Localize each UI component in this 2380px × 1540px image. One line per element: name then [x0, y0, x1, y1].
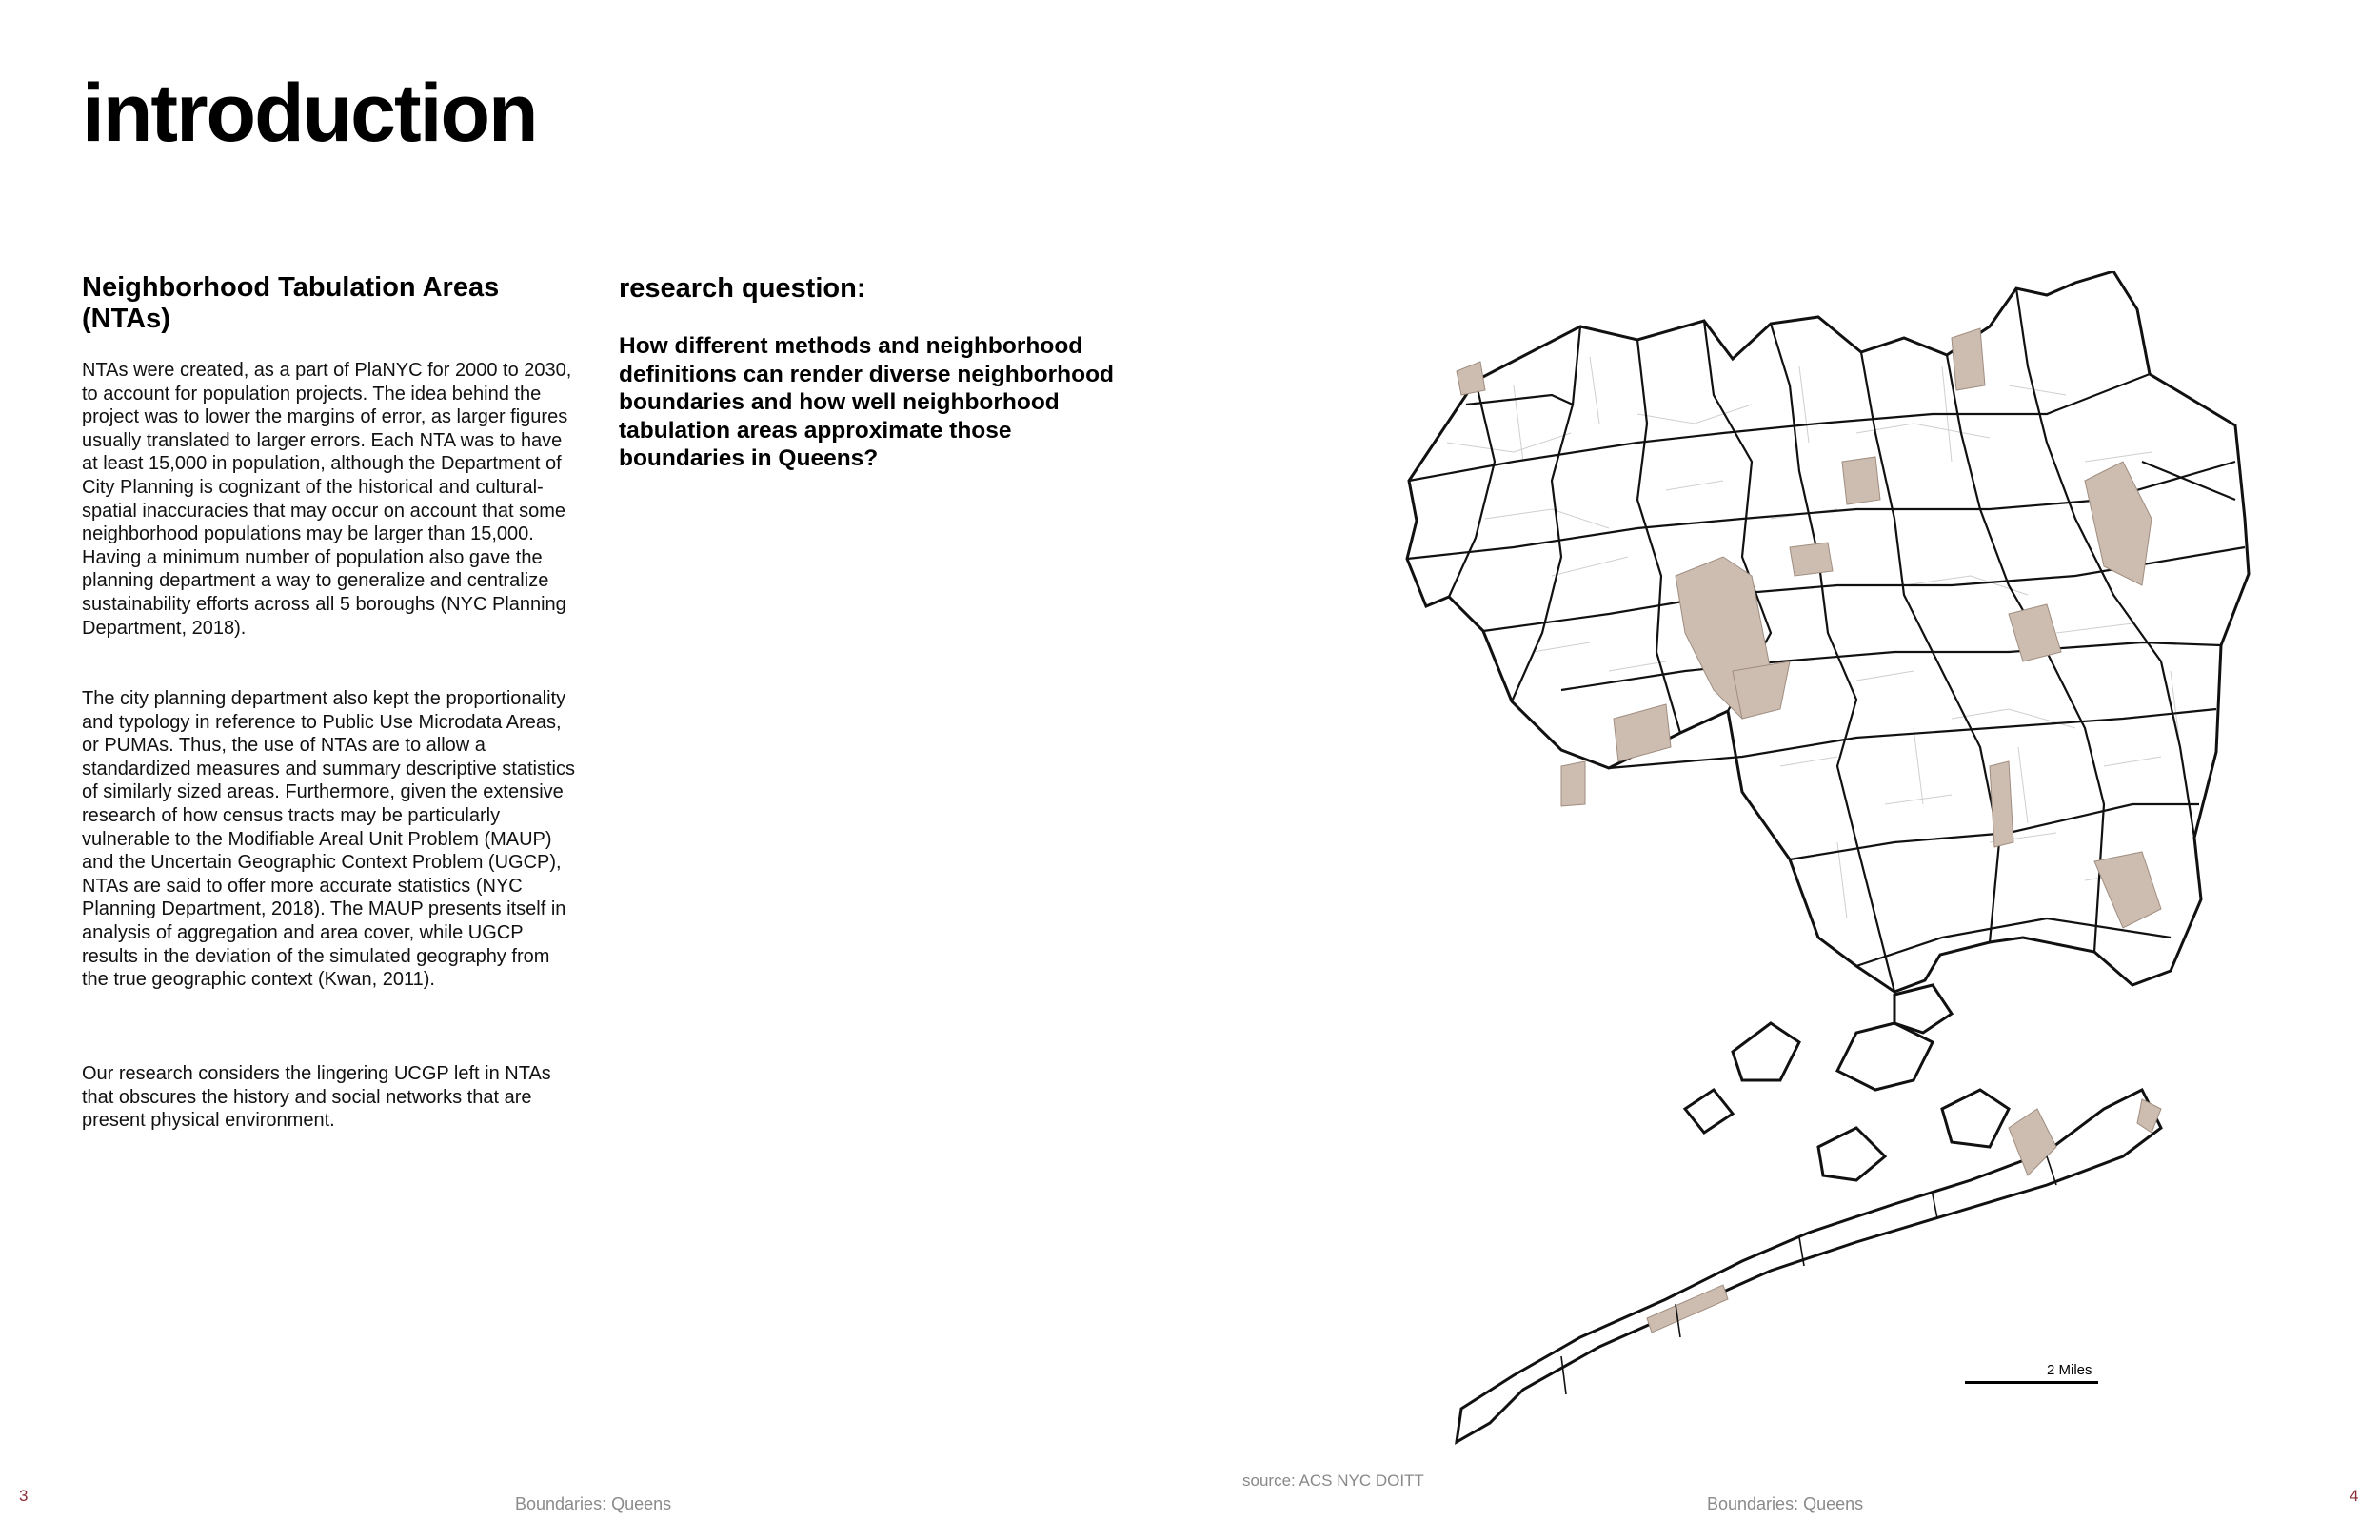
map-scale-bar — [1965, 1381, 2098, 1384]
research-question-label: research question: — [619, 273, 866, 304]
paragraph-ntas-pumas: The city planning department also kept the proportionality and typology in reference to Public Use Microdata Areas, or PUMAs. Thus, the use of NTAs are to allow a standardized measures and summary descriptive statistics of similarly sized areas. Furthermore, given the extensive research of how census tracts may be particularly vulnerable to the Modifiable Areal Unit Problem (MAUP) and the Uncertain Geographic Context Problem (UGCP), NTAs are said to offer more accurate statistics (NYC Planning Department, 2018). The MAUP presents itself in analysis of aggregation and area cover, while UGCP results in the deviation of the simulated geography from the true geographic context (Kwan, 2011). — [82, 688, 575, 991]
paragraph-ntas-origin: NTAs were created, as a part of PlaNYC for 2000 to 2030, to account for population projects. The idea behind the project was to lower the margins of error, as larger figures usually translated to larger errors. Each NTA was to have at least 15,000 in population, although the Department of City Planning is cognizant of the historical and cultural-spatial inaccuracies that may occur on account that some neighborhood populations may be larger than 15,000. Having a minimum number of population also gave the planning department a way to generalize and centralize sustainability efforts across all 5 boroughs (NYC Planning Department, 2018). — [82, 360, 572, 639]
page-number-right: 4 — [2350, 1487, 2359, 1505]
source-caption: source: ACS NYC DOITT — [1242, 1471, 1424, 1490]
footer-caption-left: Boundaries: Queens — [515, 1494, 672, 1513]
page-number-left: 3 — [19, 1487, 29, 1505]
queens-neighborhood-map — [1323, 271, 2275, 1466]
map-scale-label: 2 Miles — [2047, 1362, 2092, 1378]
research-question-text: How different methods and neighborhood definitions can render diverse neighborhood boundaries and how well neighborhood tabulation areas approximate those boundaries in Queens? — [619, 333, 1115, 472]
paragraph-research-consideration: Our research considers the lingering UCGP left in NTAs that obscures the history and social networks that are present physical environment. — [82, 1063, 551, 1132]
section-heading-ntas: Neighborhood Tabulation Areas (NTAs) — [82, 272, 500, 334]
footer-caption-right: Boundaries: Queens — [1707, 1494, 1864, 1513]
page-title: introduction — [82, 68, 537, 159]
